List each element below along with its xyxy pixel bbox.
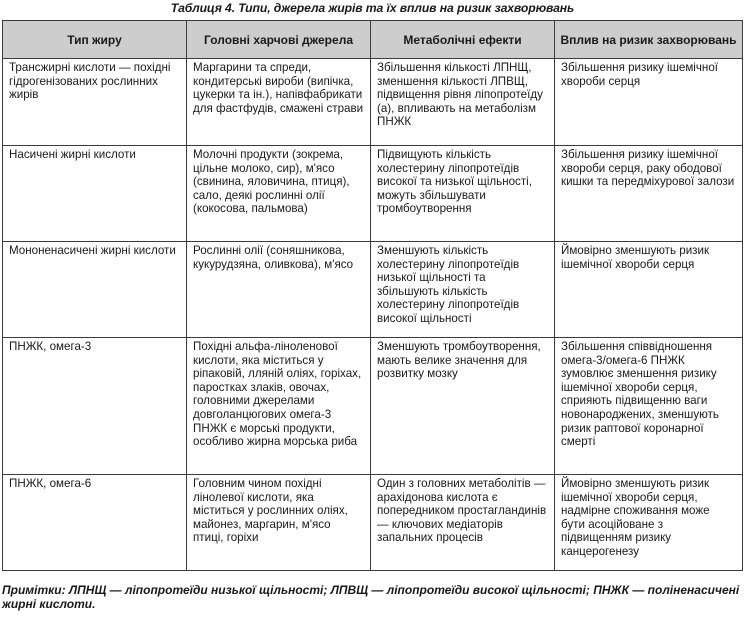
cell-effects: Один з головних метаболітів — арахідонова кислота є попередником простагландинів — ключових медіаторів запальних процесів (371, 475, 555, 571)
header-fat-type: Тип жиру (3, 21, 187, 59)
cell-sources: Головним чином похідні лінолевої кислоти, яка міститься у рослинних оліях, майонез, маргарин, м'ясо птиці, горіхи (187, 475, 371, 571)
cell-risk: Збільшення ризику ішемічної хвороби серця (555, 59, 743, 146)
cell-fat-type: ПНЖК, омега-6 (3, 475, 187, 571)
header-food-sources: Головні харчові джерела (187, 21, 371, 59)
cell-fat-type: Трансжирні кислоти — похідні гідрогенізованих рослинних жирів (3, 59, 187, 146)
table-row (3, 242, 743, 338)
cell-sources: Похідні альфа-ліноленової кислоти, яка міститься у ріпаковій, лляній оліях, горіхах, паростках злаків, овочах, головними джерелами довголанцюгових омега-3 ПНЖК є морські продукти, особливо жирна морська риба (187, 338, 371, 475)
cell-sources: Молочні продукти (зокрема, цільне молоко, сир), м'ясо (свинина, яловичина, птиця), сало, деякі рослинні олії (кокосова, пальмова) (187, 146, 371, 242)
cell-risk: Ймовірно зменшують ризик ішемічної хвороби серця, надмірне споживання може бути асоційоване з підвищенням ризику канцерогенезу (555, 475, 743, 571)
table-row (3, 59, 743, 146)
table-caption: Таблиця 4. Типи, джерела жирів та їх вплив на ризик захворювань (170, 1, 575, 15)
cell-effects: Зменшують тромбоутворення, мають велике значення для розвитку мозку (371, 338, 555, 475)
cell-risk: Збільшення співвідношення омега-3/омега-6 ПНЖК зумовлює зменшення ризику ішемічної хвороби серця, сприяють підвищенню ваги новонароджених, зменшують ризик раптової коронарної смерті (555, 338, 743, 475)
cell-sources: Маргарини та спреди, кондитерські вироби (випічка, цукерки та ін.), напівфабрикати для фастфудів, смажені страви (187, 59, 371, 146)
table-header-row (3, 21, 743, 59)
cell-risk: Ймовірно зменшують ризик ішемічної хвороби серця (555, 242, 743, 338)
cell-sources: Рослинні олії (соняшникова, кукурудзяна, оливкова), м'ясо (187, 242, 371, 338)
table-footnote: Примітки: ЛПНЩ — ліпопротеїди низької щільності; ЛПВЩ — ліпопротеїди високої щільності; ПНЖК — поліненасичені жирні кислоти. (2, 583, 740, 611)
header-metabolic-effects: Метаболічні ефекти (371, 21, 555, 59)
cell-effects: Збільшення кількості ЛПНЩ, зменшення кількості ЛПВЩ, підвищення рівня ліпопротеїду (а), впливають на метаболізм ПНЖК (371, 59, 555, 146)
table-row (3, 338, 743, 475)
table-row (3, 475, 743, 571)
cell-fat-type: Насичені жирні кислоти (3, 146, 187, 242)
cell-fat-type: Мононенасичені жирні кислоти (3, 242, 187, 338)
cell-fat-type: ПНЖК, омега-3 (3, 338, 187, 475)
table-row (3, 146, 743, 242)
cell-effects: Зменшують кількість холестерину ліпопротеїдів низької щільності та збільшують кількість холестерину ліпопротеїдів високої щільності (371, 242, 555, 338)
header-disease-risk: Вплив на ризик захворювань (555, 21, 743, 59)
fat-types-table (2, 20, 743, 571)
cell-effects: Підвищують кількість холестерину ліпопротеїдів високої та низької щільності, можуть збільшувати тромбоутворення (371, 146, 555, 242)
cell-risk: Збільшення ризику ішемічної хвороби серця, раку ободової кишки та передміхурової залози (555, 146, 743, 242)
